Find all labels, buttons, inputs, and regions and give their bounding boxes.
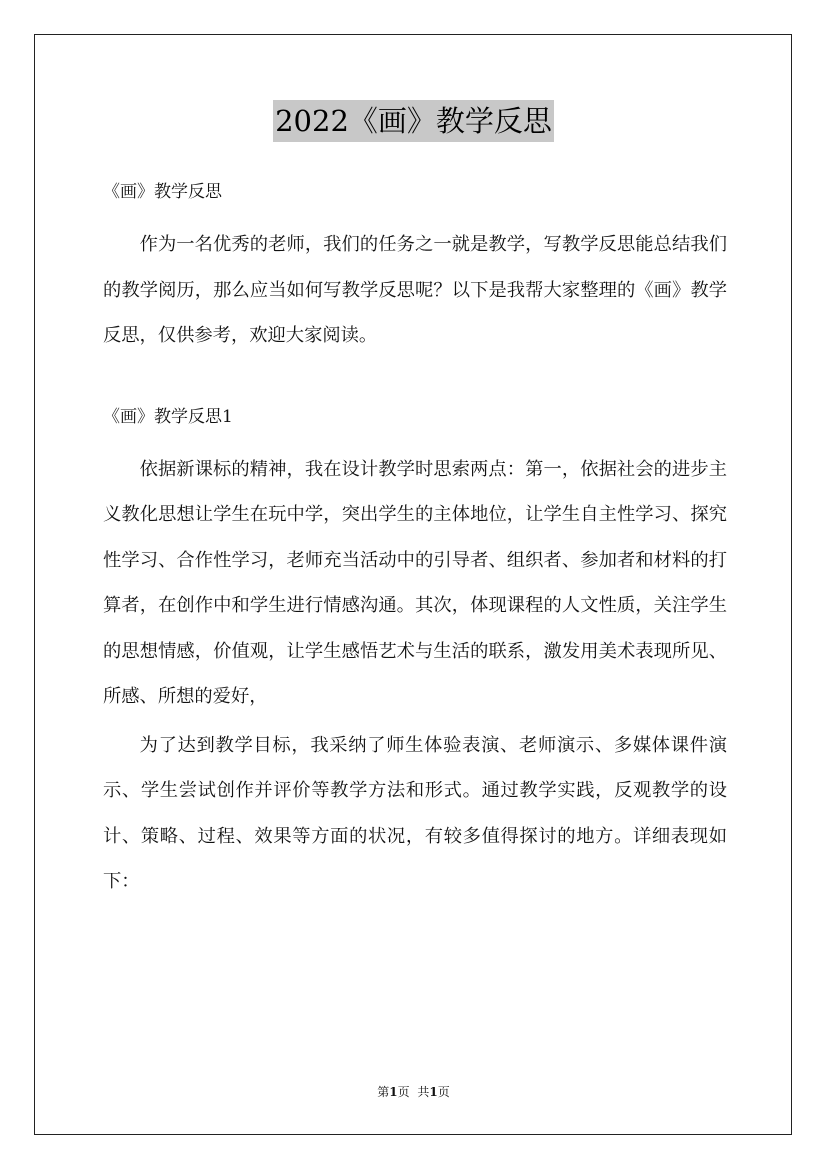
body-paragraph-1: 依据新课标的精神，我在设计教学时思索两点：第一，依据社会的进步主义教化思想让学生在玩中学，突出学生的主体地位，让学生自主性学习、探究性学习、合作性学习，老师充当活动中的引导者、组织者、参加者和材料的打算者，在创作中和学生进行情感沟通。其次，体现课程的人文性质，关注学生的思想情感，价值观，让学生感悟艺术与生活的联系，激发用美术表现所见、所感、所想的爱好，	[103, 458, 727, 707]
footer-page-total: 1	[429, 1085, 438, 1099]
intro-heading: 《画》教学反思	[103, 182, 222, 202]
footer-page-current: 1	[389, 1085, 398, 1099]
footer-page-prefix: 第	[377, 1085, 390, 1099]
document-title: 2022《画》教学反思	[273, 100, 554, 142]
footer-total-prefix: 共	[417, 1085, 430, 1099]
document-body	[103, 172, 727, 905]
section-heading-1: 《画》教学反思1	[103, 406, 233, 427]
footer-total-unit: 页	[437, 1085, 450, 1099]
footer-page-unit: 页	[397, 1085, 410, 1099]
page-footer	[0, 1083, 827, 1100]
title-container	[0, 100, 827, 142]
intro-paragraph: 作为一名优秀的老师，我们的任务之一就是教学，写教学反思能总结我们的教学阅历，那么应当如何写教学反思呢？以下是我帮大家整理的《画》教学反思，仅供参考，欢迎大家阅读。	[103, 234, 727, 346]
body-paragraph-2: 为了达到教学目标，我采纳了师生体验表演、老师演示、多媒体课件演示、学生尝试创作并评价等教学方法和形式。通过教学实践，反观教学的设计、策略、过程、效果等方面的状况，有较多值得探讨的地方。详细表现如下：	[103, 734, 727, 892]
